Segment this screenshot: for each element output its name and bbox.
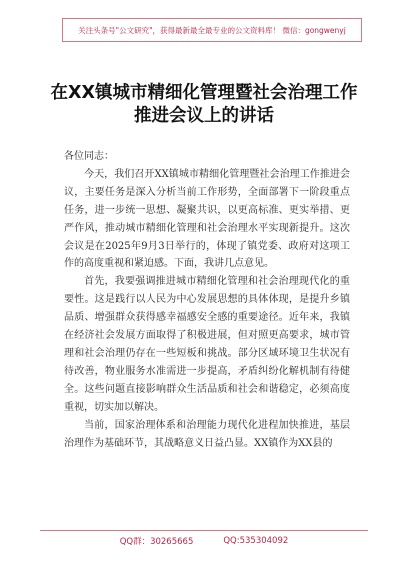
- header-banner-text: 关注头条号"公文研究"，获得最新最全最专业的公文资料库！ 微信：gongwenyj: [78, 25, 346, 35]
- paragraph-2: 首先，我要强调推进城市精细化管理和社会治理现代化的重要性。这是践行以人民为中心发展思想的具体体现，是提升乡镇品质、增强群众获得感幸福感安全感的重要途径。近年来，我镇在经济社会发展方面取得了积极进展，但对照更高要求，城市管理和社会治理仍存在一些短板和挑战。部分区域环境卫生状况有待改善，物业服务水准需进一步提高，矛盾纠纷化解机制有待健全。这些问题直接影响群众生活品质和社会和谐稳定，必须高度重视，切实加以解决。: [64, 276, 350, 413]
- document-title: [40, 82, 368, 128]
- title-line-1: 在XX镇城市精细化管理暨社会治理工作: [50, 83, 358, 103]
- title-line-2: 推进会议上的讲话: [134, 106, 274, 126]
- paragraph-1: 今天，我们召开XX镇城市精细化管理暨社会治理工作推进会议，主要任务是深入分析当前工作形势，全面部署下一阶段重点任务，进一步统一思想、凝聚共识，以更高标准、更实举措、更严作风，推动城市精细化管理和社会治理水平实现新提升。这次会议是在2025年9月3日举行的，体现了镇党委、政府对这项工作的高度重视和紧迫感。下面，我讲几点意见。: [64, 168, 350, 270]
- footer-band: [40, 530, 368, 552]
- paragraph-3: 当前，国家治理体系和治理能力现代化进程加快推进，基层治理作为基础环节，其战略意义日益凸显。XX镇作为XX县的: [64, 419, 350, 449]
- document-body: [64, 148, 350, 452]
- salutation: 各位同志：: [64, 151, 114, 162]
- footer-qq-group: QQ群：30265665: [119, 537, 194, 547]
- footer-qq: QQ:535304092: [223, 536, 289, 546]
- header-banner: [62, 18, 362, 42]
